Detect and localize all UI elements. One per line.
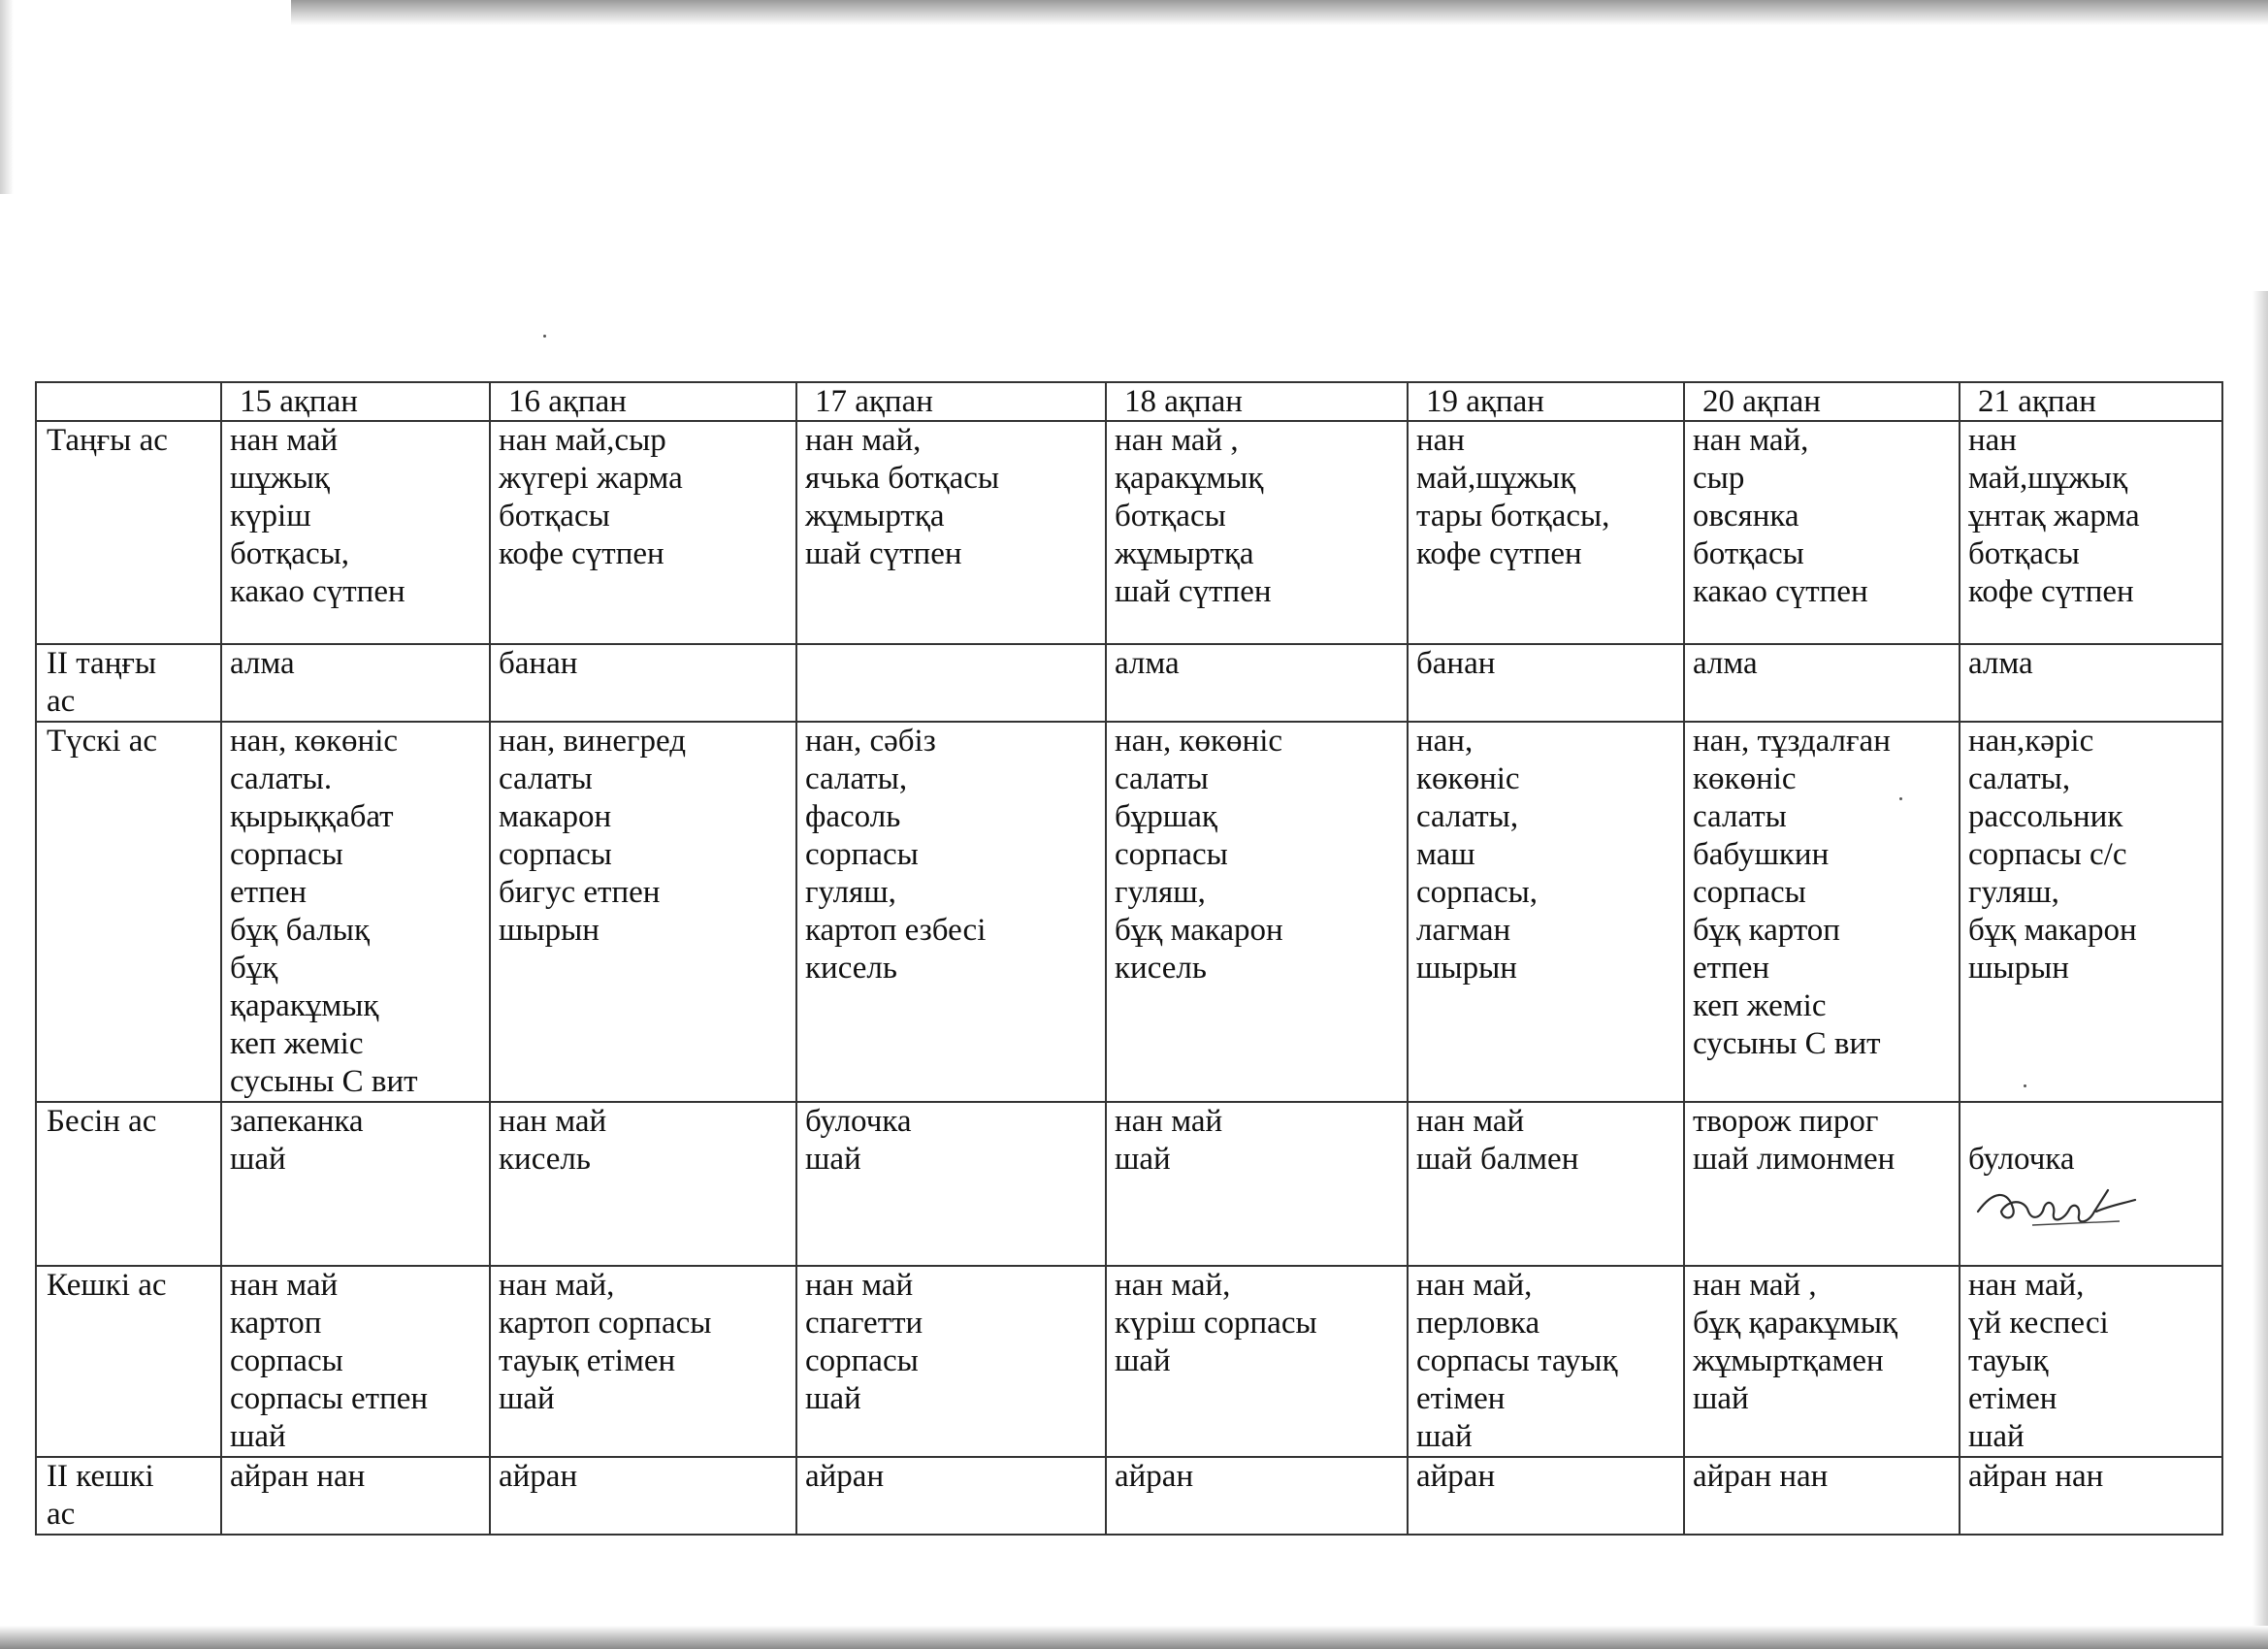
menu-cell: творож пирог шай лимонмен <box>1684 1102 1960 1266</box>
corner-cell <box>36 382 221 421</box>
menu-cell: нан, көкөніс салаты. қырыққабат сорпасы етпен бұқ балық бұқ қаракұмық кеп жеміс сусыны С вит <box>221 722 490 1102</box>
menu-cell: нан май спагетти сорпасы шай <box>796 1266 1106 1457</box>
menu-cell: нан, тұздалған көкөніс салаты бабушкин сорпасы бұқ картоп етпен кеп жеміс сусыны С вит <box>1684 722 1960 1102</box>
menu-cell: запеканка шай <box>221 1102 490 1266</box>
menu-cell: нан май,шұжық тары ботқасы, кофе сүтпен <box>1408 421 1684 644</box>
scan-edge-right <box>2252 291 2268 1626</box>
menu-cell <box>796 644 1106 722</box>
menu-cell: нан май,сыр жүгері жарма ботқасы кофе сүтпен <box>490 421 796 644</box>
menu-cell: алма <box>1684 644 1960 722</box>
menu-cell: айран нан <box>1960 1457 2222 1535</box>
meal-label: Түскі ас <box>36 722 221 1102</box>
menu-cell: нан май картоп сорпасы сорпасы етпен шай <box>221 1266 490 1457</box>
menu-cell: нан, винегред салаты макарон сорпасы бигус етпен шырын <box>490 722 796 1102</box>
date-header: 16 ақпан <box>490 382 796 421</box>
menu-cell: нан,кәріс салаты, рассольник сорпасы с/с гуляш, бұқ макарон шырын <box>1960 722 2222 1102</box>
scan-edge-top <box>291 0 2268 25</box>
menu-cell: нан май, күріш сорпасы шай <box>1106 1266 1408 1457</box>
menu-cell: айран <box>490 1457 796 1535</box>
menu-cell: банан <box>490 644 796 722</box>
date-header: 20 ақпан <box>1684 382 1960 421</box>
menu-cell: нан, көкөніс салаты бұршақ сорпасы гуляш, бұқ макарон кисель <box>1106 722 1408 1102</box>
meal-label: ІІ кешкі ас <box>36 1457 221 1535</box>
menu-cell-text: булочка <box>1968 1142 2075 1177</box>
menu-cell: нан май,шұжық ұнтақ жарма ботқасы кофе сүтпен <box>1960 421 2222 644</box>
menu-cell: булочка шай <box>796 1102 1106 1266</box>
menu-cell: нан май, сыр овсянка ботқасы какао сүтпен <box>1684 421 1960 644</box>
handwritten-signature <box>1974 1182 2139 1227</box>
table-row <box>36 644 2222 722</box>
date-header: 21 ақпан <box>1960 382 2222 421</box>
menu-cell: айран <box>1408 1457 1684 1535</box>
menu-cell: нан май шай балмен <box>1408 1102 1684 1266</box>
table-row <box>36 1266 2222 1457</box>
menu-cell: нан, сәбіз салаты, фасоль сорпасы гуляш, картоп езбесі кисель <box>796 722 1106 1102</box>
menu-cell: банан <box>1408 644 1684 722</box>
menu-cell: алма <box>221 644 490 722</box>
weekly-menu-table <box>35 381 2223 1536</box>
menu-cell: нан май, перловка сорпасы тауық етімен шай <box>1408 1266 1684 1457</box>
menu-cell: нан май , бұқ қаракұмық жұмыртқамен шай <box>1684 1266 1960 1457</box>
menu-cell-with-signature <box>1960 1102 2222 1266</box>
table-row <box>36 421 2222 644</box>
menu-cell: айран <box>796 1457 1106 1535</box>
date-header: 15 ақпан <box>221 382 490 421</box>
meal-label: Бесін ас <box>36 1102 221 1266</box>
scan-edge-left <box>0 0 14 194</box>
menu-cell: айран <box>1106 1457 1408 1535</box>
menu-cell: нан, көкөніс салаты, маш сорпасы, лагман шырын <box>1408 722 1684 1102</box>
table-row <box>36 722 2222 1102</box>
meal-label: Таңғы ас <box>36 421 221 644</box>
menu-cell: нан май, ячька ботқасы жұмыртқа шай сүтпен <box>796 421 1106 644</box>
menu-cell: нан май, картоп сорпасы тауық етімен шай <box>490 1266 796 1457</box>
menu-cell: алма <box>1960 644 2222 722</box>
meal-label: ІІ таңғы ас <box>36 644 221 722</box>
menu-cell: нан май шұжық күріш ботқасы, какао сүтпен <box>221 421 490 644</box>
meal-label: Кешкі ас <box>36 1266 221 1457</box>
table-row <box>36 1102 2222 1266</box>
menu-cell: айран нан <box>1684 1457 1960 1535</box>
date-header: 19 ақпан <box>1408 382 1684 421</box>
menu-cell: нан май, үй кеспесі тауық етімен шай <box>1960 1266 2222 1457</box>
menu-cell: алма <box>1106 644 1408 722</box>
menu-cell: нан май , қаракұмық ботқасы жұмыртқа шай сүтпен <box>1106 421 1408 644</box>
date-header-row <box>36 382 2222 421</box>
menu-cell: нан май кисель <box>490 1102 796 1266</box>
menu-cell: нан май шай <box>1106 1102 1408 1266</box>
scan-edge-bottom <box>0 1626 2268 1649</box>
table-row <box>36 1457 2222 1535</box>
scan-speck <box>543 335 546 338</box>
menu-cell: айран нан <box>221 1457 490 1535</box>
date-header: 18 ақпан <box>1106 382 1408 421</box>
date-header: 17 ақпан <box>796 382 1106 421</box>
